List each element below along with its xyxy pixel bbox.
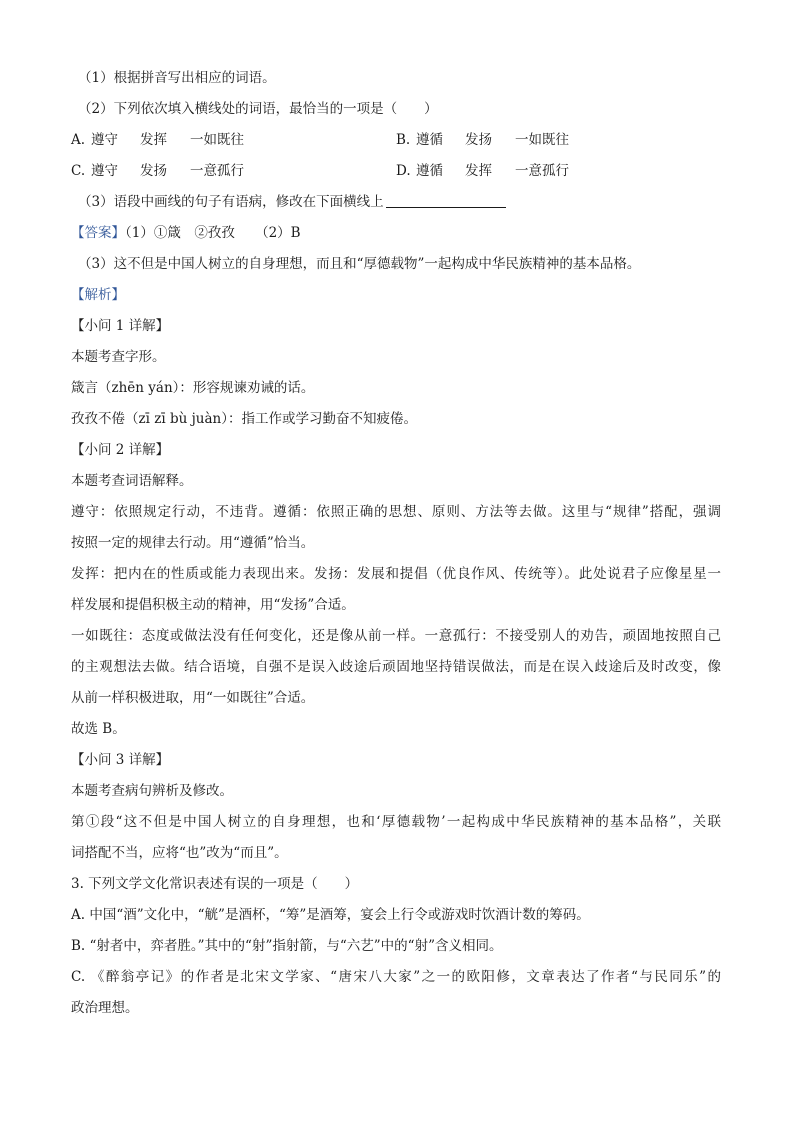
subquestion-1-heading: 【小问 1 详解】: [71, 318, 170, 334]
q2-sub3: （3）语段中画线的句子有语病，修改在下面横线上: [71, 187, 721, 218]
analysis-paragraph: 按照一定的规律去行动。用“遵循”恰当。: [71, 535, 315, 551]
question-3-option-c: C. 《醉翁亭记》的作者是北宋文学家、“唐宋八大家”之一的欧阳修，文章表达了作者“与民同乐”的: [71, 969, 721, 985]
q2-sub1: （1）根据拼音写出相应的词语。: [78, 70, 276, 86]
analysis-paragraph: 从前一样积极进取，用“一如既往”合适。: [71, 690, 315, 706]
analysis-paragraph: 本题考查词语解释。: [71, 473, 193, 489]
subquestion-2-heading: 【小问 2 详解】: [71, 442, 170, 458]
analysis-paragraph: 词搭配不当，应将“也”改为“而且”。: [71, 845, 288, 861]
question-3-option-b: B. “射者中，弈者胜。”其中的“射”指射箭，与“六艺”中的“射”含义相同。: [71, 938, 503, 954]
analysis-paragraph: 本题考查字形。: [71, 349, 166, 365]
analysis-paragraph: 发挥：把内在的性质或能力表现出来。发扬：发展和提倡（优良作风、传统等）。此处说君子应像星星一: [71, 566, 721, 582]
analysis-paragraph: 一如既往：态度或做法没有任何变化，还是像从前一样。一意孤行：不接受别人的劝告，顽固地按照自己: [71, 628, 721, 644]
option-b: B. 遵循 发扬 一如既往: [396, 132, 569, 148]
analysis-paragraph: 本题考查病句辨析及修改。: [71, 783, 233, 799]
answer-blank-line: [386, 193, 506, 208]
analysis-label: 【解析】: [71, 287, 125, 303]
option-c: C. 遵守 发扬 一意孤行: [71, 163, 244, 179]
analysis-paragraph: 遵守：依照规定行动，不违背。遵循：依照正确的思想、原则、方法等去做。这里与“规律”搭配，强调: [71, 504, 721, 520]
analysis-paragraph: 故选 B。: [71, 721, 126, 737]
question-3-stem: 3. 下列文学文化常识表述有误的一项是（ ）: [71, 876, 359, 892]
options-row-1: [71, 125, 721, 156]
subquestion-3-heading: 【小问 3 详解】: [71, 752, 170, 768]
option-a: A. 遵守 发挥 一如既往: [71, 132, 244, 148]
analysis-paragraph: 孜孜不倦（zī zī bù juàn）：指工作或学习勤奋不知疲倦。: [71, 411, 417, 427]
question-3-option-c-cont: 政治理想。: [71, 1000, 139, 1016]
document-page: [71, 63, 721, 1024]
analysis-paragraph: 的主观想法去做。结合语境，自强不是误入歧途后顽固地坚持错误做法，而是在误入歧途后及时改变，像: [71, 659, 721, 675]
options-row-2: [71, 156, 721, 187]
question-3-option-a: A. 中国“酒”文化中，“觥”是酒杯，“筹”是酒筹，宴会上行令或游戏时饮酒计数的筹码。: [71, 907, 590, 923]
q2-sub2: （2）下列依次填入横线处的词语，最恰当的一项是（ ）: [78, 101, 438, 117]
answer-line-2: （3）这不但是中国人树立的自身理想，而且和“厚德载物”一起构成中华民族精神的基本品格。: [78, 256, 641, 272]
analysis-paragraph: 第①段“这不但是中国人树立的自身理想，也和‘厚德载物’一起构成中华民族精神的基本品格”，关联: [71, 814, 721, 830]
answer-label: 【答案】: [71, 225, 125, 241]
analysis-paragraph: 箴言（zhēn yán）：形容规谏劝诫的话。: [71, 380, 315, 396]
answer-line-1: 【答案】（1）①箴 ②孜孜 （2）B: [71, 225, 301, 241]
option-d: D. 遵循 发挥 一意孤行: [396, 163, 569, 179]
analysis-paragraph: 样发展和提倡积极主动的精神，用“发扬”合适。: [71, 597, 355, 613]
